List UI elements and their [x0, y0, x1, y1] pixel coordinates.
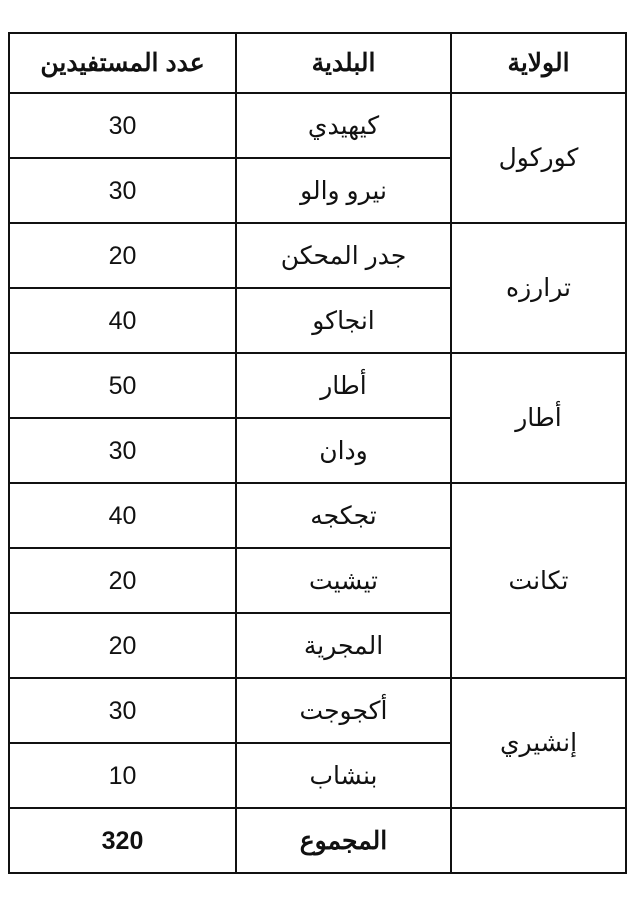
column-header-count: عدد المستفيدين [9, 33, 236, 93]
count-cell: 40 [9, 483, 236, 548]
table-header-row [9, 33, 626, 93]
table-head [9, 33, 626, 93]
count-cell: 20 [9, 223, 236, 288]
total-label: المجموع [236, 808, 451, 873]
commune-cell: تجكجه [236, 483, 451, 548]
count-cell: 20 [9, 613, 236, 678]
count-cell: 30 [9, 678, 236, 743]
commune-cell: جدر المحكن [236, 223, 451, 288]
commune-cell: ودان [236, 418, 451, 483]
wilaya-cell: تكانت [451, 483, 626, 678]
table-row [9, 93, 626, 158]
table-row [9, 353, 626, 418]
commune-cell: بنشاب [236, 743, 451, 808]
empty-cell [451, 808, 626, 873]
count-cell: 10 [9, 743, 236, 808]
wilaya-cell: كوركول [451, 93, 626, 223]
count-cell: 50 [9, 353, 236, 418]
table-row [9, 678, 626, 743]
commune-cell: المجرية [236, 613, 451, 678]
count-cell: 40 [9, 288, 236, 353]
count-cell: 20 [9, 548, 236, 613]
wilaya-cell: إنشيري [451, 678, 626, 808]
column-header-commune: البلدية [236, 33, 451, 93]
table-row [9, 223, 626, 288]
table-total-row [9, 808, 626, 873]
commune-cell: أكجوجت [236, 678, 451, 743]
commune-cell: نيرو والو [236, 158, 451, 223]
count-cell: 30 [9, 93, 236, 158]
commune-cell: أطار [236, 353, 451, 418]
wilaya-cell: أطار [451, 353, 626, 483]
column-header-wilaya: الولاية [451, 33, 626, 93]
commune-cell: كيهيدي [236, 93, 451, 158]
commune-cell: تيشيت [236, 548, 451, 613]
table-row [9, 483, 626, 548]
beneficiaries-table-container [10, 32, 627, 874]
commune-cell: انجاكو [236, 288, 451, 353]
beneficiaries-table [8, 32, 627, 874]
wilaya-cell: ترارزه [451, 223, 626, 353]
count-cell: 30 [9, 158, 236, 223]
table-body [9, 93, 626, 873]
count-cell: 30 [9, 418, 236, 483]
total-value: 320 [9, 808, 236, 873]
